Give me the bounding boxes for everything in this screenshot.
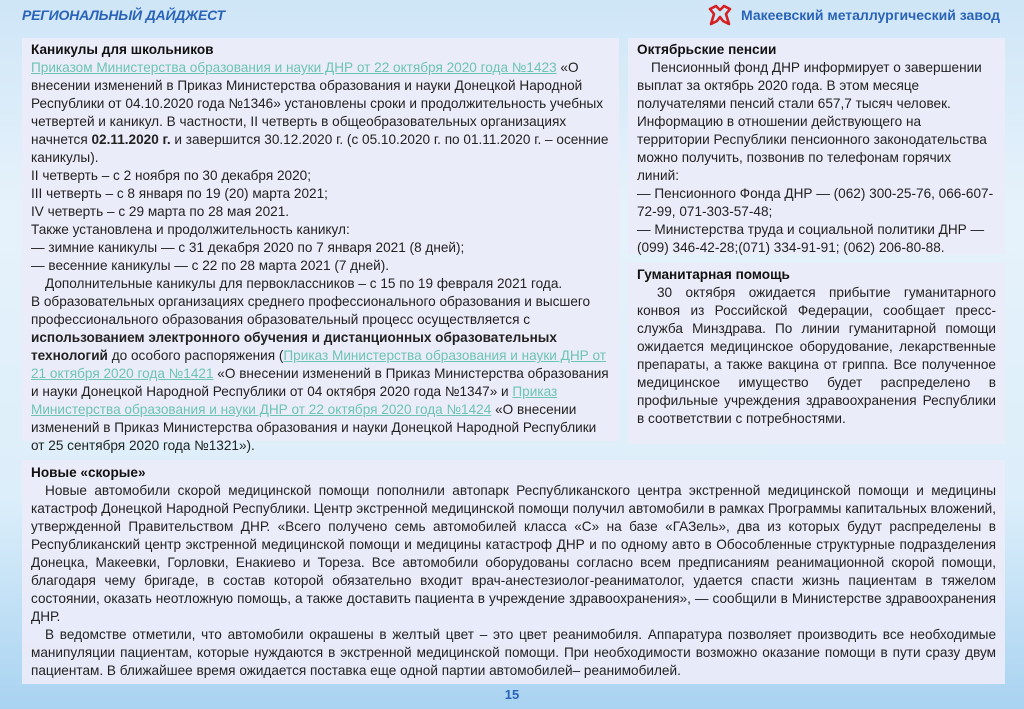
article-title: Новые «скорые» xyxy=(31,465,146,480)
paragraph xyxy=(31,293,610,455)
text: «О внесении изменений в Приказ Министерства образования и науки Донецкой Народной Республики от 25 сентября 2020 года №1321»). xyxy=(31,402,597,453)
line: IV четверть – с 29 марта по 28 мая 2021. xyxy=(31,204,290,219)
line: — зимние каникулы — с 31 декабря 2020 по 7 января 2021 (8 дней); xyxy=(31,240,465,255)
text: В образовательных организациях среднего профессионального образования и высшего профессионального образования образовательный процесс осуществляется с xyxy=(31,294,591,327)
text: «О внесении изменений в Приказ Министерства образования и науки Донецкой Народной Республики от 04.10.2020 года №1346» установлены сроки и продолжительность учебных четвертей и каникул. В частности, II четверть в общеобразовательных организациях начнется xyxy=(31,60,604,147)
school-holidays-article xyxy=(22,38,619,453)
paragraph xyxy=(31,59,610,167)
paragraph: Пенсионный фонд ДНР информирует о завершении выплат за октябрь 2020 года. В этом месяце получателями пенсий стали 657,7 тысяч человек. Информацию в отношении действующего на территории Республики пенсионного законодательства можно получить, позвонив по телефонам горячих линий: xyxy=(637,60,987,183)
order-1423-link[interactable]: Приказом Министерства образования и науки ДНР от 22 октября 2020 года №1423 xyxy=(31,60,557,75)
digest-title: РЕГИОНАЛЬНЫЙ ДАЙДЖЕСТ xyxy=(22,7,225,23)
paragraph: Дополнительные каникулы для первоклассников – с 15 по 19 февраля 2021 года. xyxy=(45,276,563,291)
line: — Министерства труда и социальной политики ДНР — (099) 346-42-28;(071) 334-91-91; (062) 206-80-88. xyxy=(637,222,985,255)
brand xyxy=(707,4,1000,26)
paragraph: В ведомстве отметили, что автомобили окрашены в желтый цвет – это цвет реанимобиля. Аппаратура позволяет производить все необходимые манипуляции пациентам, которые нуждаются в экстренной медицинской помощи. При необходимости возможно оказание помощи в пути сразу двум пациентам. В ближайшее время ожидается поставка еще одной партии автомобилей– реанимобилей. xyxy=(31,627,996,678)
page-number: 15 xyxy=(504,687,520,702)
text: и завершится 30.12.2020 г. (с 05.10.2020 г. по 01.11.2020 г. – осенние каникулы). xyxy=(31,132,609,165)
humanitarian-aid-article xyxy=(628,263,1005,444)
order-1424-link[interactable]: Приказ Министерства образования и науки ДНР от 22 октября 2020 года №1424 xyxy=(31,384,558,417)
pensions-article xyxy=(628,38,1005,254)
ambulances-article xyxy=(22,460,1005,684)
line: — весенние каникулы — с 22 по 28 марта 2021 (7 дней). xyxy=(31,258,390,273)
article-title: Гуманитарная помощь xyxy=(637,267,790,282)
mmz-logo-icon xyxy=(707,4,733,26)
line: Также установлена и продолжительность каникул: xyxy=(31,222,350,237)
paragraph: Новые автомобили скорой медицинской помощи пополнили автопарк Республиканского центра экстренной медицинской помощи и медицины катастроф Донецкой Народной Республики. Центр экстренной медицинской помощи получил автомобили в рамках Программы капитальных вложений, утвержденной Правительством ДНР. «Всего получено семь автомобилей класса «С» на базе «ГАЗель», два из которых будут распределены в Республиканский центр экстренной медицинской помощи и медицины катастроф ДНР и по одному авто в Обособленные структурные подразделения Донецка, Макеевки, Горловки, Енакиево и Тореза. Все автомобили оборудованы согласно всем предписаниям реанимационной скорой помощи, благодаря чему бригаде, в состав которой обязательно входит врач-анестезиолог-реаниматолог, удается спасти жизнь пациентам в тяжелом состоянии, оказать неотложную помощь, а также доставить пациента в учреждение здравоохранения», — сообщили в Министерстве здравоохранения ДНР. xyxy=(31,483,996,624)
order-1421-link[interactable]: Приказ Министерства образования и науки ДНР от 21 октября 2020 года №1421 xyxy=(31,348,607,381)
bold-date: 02.11.2020 г. xyxy=(91,132,171,147)
article-title: Октябрьские пенсии xyxy=(637,42,777,57)
bold-text: использованием электронного обучения и дистанционных образовательных технологий xyxy=(31,330,557,363)
text: до особого распоряжения ( xyxy=(107,348,284,363)
line: II четверть – с 2 ноября по 30 декабря 2020; xyxy=(31,168,311,183)
paragraph: 30 октября ожидается прибытие гуманитарного конвоя из Российской Федерации, сообщает пресс-служба Минздрава. По линии гуманитарной помощи ожидается медицинское оборудование, лекарственные препараты, а также вакцина от гриппа. Все полученное медицинское имущество будет распределено в профильные учреждения здравоохранения Республики в соответствии с потребностями. xyxy=(637,285,996,426)
line: III четверть – с 8 января по 19 (20) марта 2021; xyxy=(31,186,328,201)
article-title: Каникулы для школьников xyxy=(31,42,214,57)
line: — Пенсионного Фонда ДНР — (062) 300-25-76, 066-607-72-99, 071-303-57-48; xyxy=(637,186,994,219)
brand-name: Макеевский металлургический завод xyxy=(740,7,1000,23)
text: «О внесении изменений в Приказ Министерства образования и науки Донецкой Народной Республики от 04 октября 2020 года №1347» и xyxy=(31,366,609,399)
